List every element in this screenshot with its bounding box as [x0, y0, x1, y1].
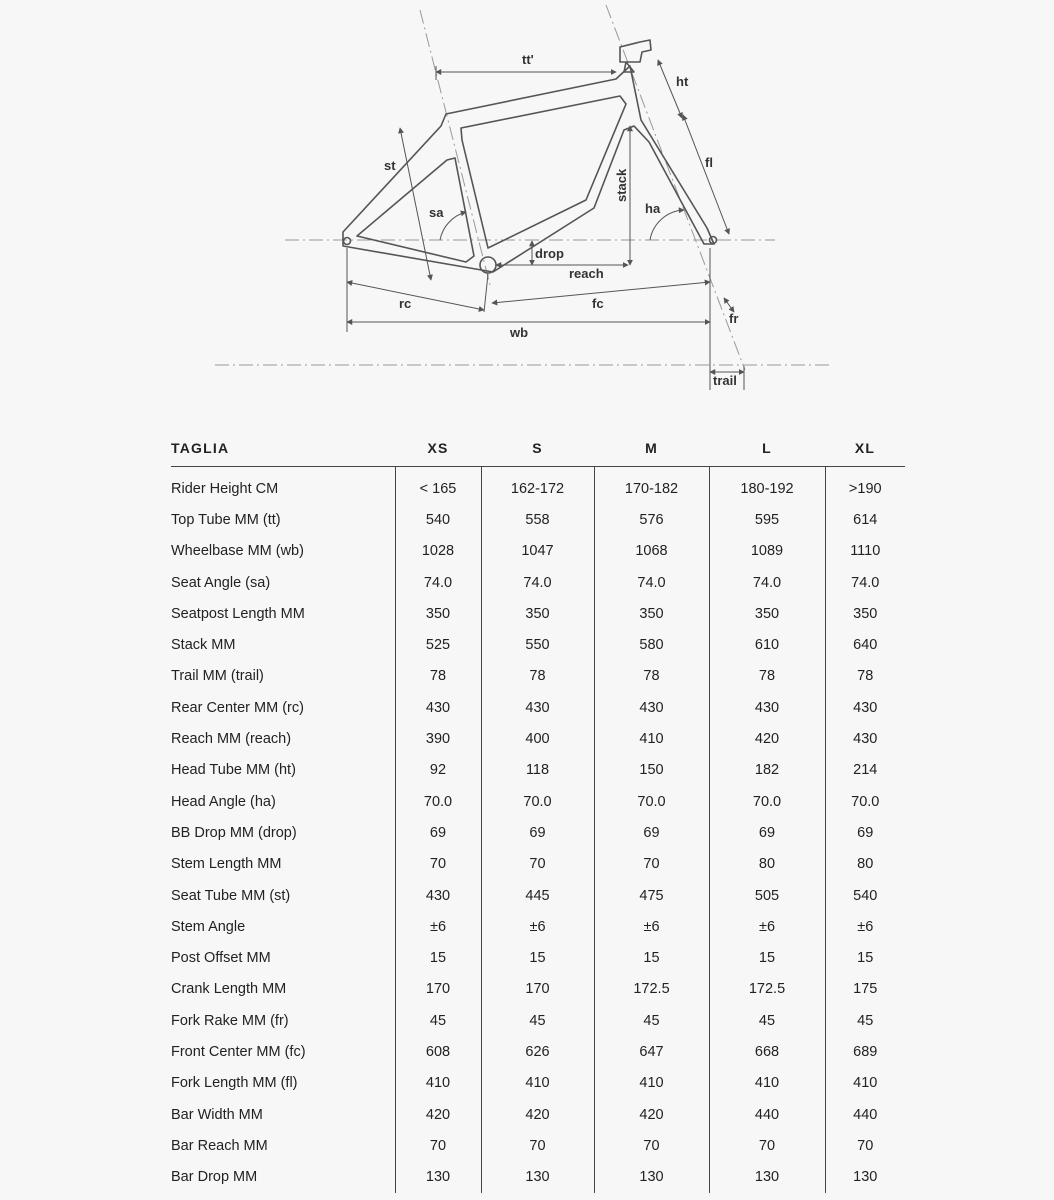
- cell-xs: 70.0: [395, 786, 481, 817]
- row-label: Stem Length MM: [171, 856, 282, 873]
- cell-l: 1089: [709, 536, 825, 567]
- cell-xl: ±6: [825, 911, 905, 942]
- cell-m: 150: [594, 755, 709, 786]
- cell-l: 182: [709, 755, 825, 786]
- cell-m: 475: [594, 880, 709, 911]
- cell-xs: < 165: [395, 467, 481, 505]
- cell-m: 70: [594, 849, 709, 880]
- cell-xs: 170: [395, 974, 481, 1005]
- row-label: Head Angle (ha): [171, 793, 276, 810]
- cell-xl: 1110: [825, 536, 905, 567]
- cell-s: 430: [481, 692, 594, 723]
- cell-m: 410: [594, 723, 709, 754]
- cell-xl: 540: [825, 880, 905, 911]
- cell-l: 440: [709, 1099, 825, 1130]
- cell-xs: 390: [395, 723, 481, 754]
- row-label: Fork Rake MM (fr): [171, 1012, 289, 1029]
- row-label: Bar Drop MM: [171, 1169, 258, 1186]
- cell-xl: 214: [825, 755, 905, 786]
- cell-l: 505: [709, 880, 825, 911]
- table-row: [171, 974, 905, 1005]
- label-stack: stack: [614, 168, 629, 202]
- cell-l: ±6: [709, 911, 825, 942]
- cell-l: 180-192: [709, 467, 825, 505]
- cell-s: 70: [481, 849, 594, 880]
- cell-xl: 74.0: [825, 567, 905, 598]
- cell-l: 70: [709, 1130, 825, 1161]
- cell-l: 668: [709, 1036, 825, 1067]
- cell-m: 70: [594, 1130, 709, 1161]
- cell-m: 172.5: [594, 974, 709, 1005]
- cell-xl: 80: [825, 849, 905, 880]
- cell-l: 130: [709, 1162, 825, 1193]
- row-label: Top Tube MM (tt): [171, 511, 281, 528]
- cell-m: 45: [594, 1005, 709, 1036]
- cell-xs: 130: [395, 1162, 481, 1193]
- fl-dim: [683, 115, 729, 234]
- row-label: Stem Angle: [171, 918, 246, 935]
- cell-s: 350: [481, 598, 594, 629]
- table-row: [171, 567, 905, 598]
- table-row: [171, 1162, 905, 1193]
- row-label: Crank Length MM: [171, 981, 287, 998]
- table-row: [171, 755, 905, 786]
- cell-xl: 640: [825, 629, 905, 660]
- table-row: [171, 1130, 905, 1161]
- header-size-s: S: [481, 430, 594, 467]
- cell-l: 595: [709, 504, 825, 535]
- seat-tube-axis: [420, 10, 490, 285]
- cell-l: 70.0: [709, 786, 825, 817]
- stem-and-bars: [620, 40, 651, 72]
- table-row: [171, 911, 905, 942]
- cell-xl: 440: [825, 1099, 905, 1130]
- sa-arc: [440, 212, 466, 240]
- table-row: [171, 817, 905, 848]
- table-row: [171, 849, 905, 880]
- cell-xl: 350: [825, 598, 905, 629]
- row-label: Head Tube MM (ht): [171, 762, 296, 779]
- cell-s: 45: [481, 1005, 594, 1036]
- cell-m: 130: [594, 1162, 709, 1193]
- table-row: [171, 1005, 905, 1036]
- cell-s: 69: [481, 817, 594, 848]
- row-label: Trail MM (trail): [171, 668, 264, 685]
- row-label: Reach MM (reach): [171, 731, 292, 748]
- cell-xl: 130: [825, 1162, 905, 1193]
- header-taglia: TAGLIA: [171, 430, 395, 467]
- cell-xl: 45: [825, 1005, 905, 1036]
- row-label: Front Center MM (fc): [171, 1043, 306, 1060]
- table-row: [171, 467, 905, 505]
- cell-l: 78: [709, 661, 825, 692]
- label-sa: sa: [429, 205, 444, 220]
- row-label: BB Drop MM (drop): [171, 824, 297, 841]
- cell-xs: 1028: [395, 536, 481, 567]
- frame-geometry-diagram: [0, 0, 1054, 400]
- rear-axle: [344, 238, 351, 245]
- cell-s: 15: [481, 942, 594, 973]
- ext-line: [484, 274, 488, 312]
- cell-s: 626: [481, 1036, 594, 1067]
- table-row: [171, 1036, 905, 1067]
- label-fr: fr: [729, 311, 739, 326]
- label-tt: tt': [522, 52, 534, 67]
- geometry-table: [171, 430, 905, 1193]
- cell-m: 430: [594, 692, 709, 723]
- rc-dim: [347, 282, 484, 310]
- table-row: [171, 942, 905, 973]
- table-row: [171, 692, 905, 723]
- cell-s: 130: [481, 1162, 594, 1193]
- cell-m: 70.0: [594, 786, 709, 817]
- front-triangle-inner: [461, 96, 626, 248]
- rear-triangle-inner: [357, 158, 474, 262]
- cell-s: 162-172: [481, 467, 594, 505]
- cell-m: 74.0: [594, 567, 709, 598]
- cell-s: 445: [481, 880, 594, 911]
- header-size-xl: XL: [825, 430, 905, 467]
- row-label: Bar Width MM: [171, 1106, 263, 1123]
- label-ha: ha: [645, 201, 661, 216]
- row-label: Seat Angle (sa): [171, 574, 271, 591]
- cell-xs: 70: [395, 849, 481, 880]
- cell-m: 420: [594, 1099, 709, 1130]
- cell-s: 170: [481, 974, 594, 1005]
- cell-s: 74.0: [481, 567, 594, 598]
- cell-xs: 69: [395, 817, 481, 848]
- row-label: Fork Length MM (fl): [171, 1075, 298, 1092]
- cell-m: 350: [594, 598, 709, 629]
- cell-l: 350: [709, 598, 825, 629]
- cell-xl: 175: [825, 974, 905, 1005]
- label-drop: drop: [535, 246, 564, 261]
- cell-l: 430: [709, 692, 825, 723]
- row-label: Seatpost Length MM: [171, 605, 305, 622]
- cell-xs: 430: [395, 880, 481, 911]
- label-fl: fl: [705, 155, 713, 170]
- table-row: [171, 598, 905, 629]
- cell-s: ±6: [481, 911, 594, 942]
- row-label: Seat Tube MM (st): [171, 887, 291, 904]
- cell-xs: 350: [395, 598, 481, 629]
- row-label: Stack MM: [171, 637, 236, 654]
- table-body: [171, 467, 905, 1193]
- cell-xs: ±6: [395, 911, 481, 942]
- cell-m: 78: [594, 661, 709, 692]
- cell-m: 15: [594, 942, 709, 973]
- cell-xs: 92: [395, 755, 481, 786]
- cell-m: 69: [594, 817, 709, 848]
- cell-s: 118: [481, 755, 594, 786]
- cell-s: 420: [481, 1099, 594, 1130]
- row-label: Rear Center MM (rc): [171, 699, 304, 716]
- label-st: st: [384, 158, 396, 173]
- header-size-m: M: [594, 430, 709, 467]
- cell-xs: 608: [395, 1036, 481, 1067]
- cell-l: 15: [709, 942, 825, 973]
- cell-xs: 420: [395, 1099, 481, 1130]
- label-rc: rc: [399, 296, 412, 311]
- cell-l: 410: [709, 1068, 825, 1099]
- cell-m: 410: [594, 1068, 709, 1099]
- bike-frame: [343, 40, 717, 273]
- cell-s: 400: [481, 723, 594, 754]
- table-row: [171, 1099, 905, 1130]
- label-ht: ht: [676, 74, 689, 89]
- cell-xl: 430: [825, 692, 905, 723]
- label-trail: trail: [713, 373, 737, 388]
- table-row: [171, 723, 905, 754]
- cell-m: 170-182: [594, 467, 709, 505]
- cell-xl: 69: [825, 817, 905, 848]
- cell-xl: 78: [825, 661, 905, 692]
- cell-s: 70.0: [481, 786, 594, 817]
- cell-l: 172.5: [709, 974, 825, 1005]
- cell-m: 580: [594, 629, 709, 660]
- cell-xs: 74.0: [395, 567, 481, 598]
- cell-s: 550: [481, 629, 594, 660]
- cell-xs: 430: [395, 692, 481, 723]
- row-label: Rider Height CM: [171, 480, 279, 497]
- row-label: Post Offset MM: [171, 950, 271, 967]
- cell-xs: 540: [395, 504, 481, 535]
- cell-xs: 410: [395, 1068, 481, 1099]
- cell-l: 80: [709, 849, 825, 880]
- cell-xl: 410: [825, 1068, 905, 1099]
- table-row: [171, 880, 905, 911]
- cell-xs: 45: [395, 1005, 481, 1036]
- cell-xl: 614: [825, 504, 905, 535]
- table-row: [171, 504, 905, 535]
- cell-m: 576: [594, 504, 709, 535]
- cell-s: 410: [481, 1068, 594, 1099]
- cell-xs: 15: [395, 942, 481, 973]
- cell-s: 70: [481, 1130, 594, 1161]
- cell-xl: >190: [825, 467, 905, 505]
- cell-m: 647: [594, 1036, 709, 1067]
- header-size-l: L: [709, 430, 825, 467]
- row-label: Bar Reach MM: [171, 1137, 268, 1154]
- cell-xl: 430: [825, 723, 905, 754]
- table-row: [171, 661, 905, 692]
- cell-xl: 70: [825, 1130, 905, 1161]
- table-row: [171, 1068, 905, 1099]
- cell-xl: 15: [825, 942, 905, 973]
- dimension-labels: [384, 52, 738, 388]
- cell-l: 420: [709, 723, 825, 754]
- frame-outer-outline: [343, 66, 714, 272]
- cell-l: 610: [709, 629, 825, 660]
- label-wb: wb: [510, 325, 529, 340]
- cell-s: 1047: [481, 536, 594, 567]
- cell-m: 1068: [594, 536, 709, 567]
- fr-dim: [724, 298, 734, 312]
- table-row: [171, 536, 905, 567]
- cell-xs: 78: [395, 661, 481, 692]
- row-label: Wheelbase MM (wb): [171, 543, 304, 560]
- cell-s: 78: [481, 661, 594, 692]
- cell-l: 69: [709, 817, 825, 848]
- header-size-xs: XS: [395, 430, 481, 467]
- cell-xs: 525: [395, 629, 481, 660]
- cell-xl: 689: [825, 1036, 905, 1067]
- table-header-row: [171, 430, 905, 467]
- table-row: [171, 786, 905, 817]
- label-reach: reach: [569, 266, 604, 281]
- cell-xl: 70.0: [825, 786, 905, 817]
- table-row: [171, 629, 905, 660]
- cell-m: ±6: [594, 911, 709, 942]
- cell-s: 558: [481, 504, 594, 535]
- dimension-lines: [347, 60, 744, 390]
- ht-dim: [658, 60, 682, 118]
- cell-xs: 70: [395, 1130, 481, 1161]
- label-fc: fc: [592, 296, 604, 311]
- cell-l: 74.0: [709, 567, 825, 598]
- cell-l: 45: [709, 1005, 825, 1036]
